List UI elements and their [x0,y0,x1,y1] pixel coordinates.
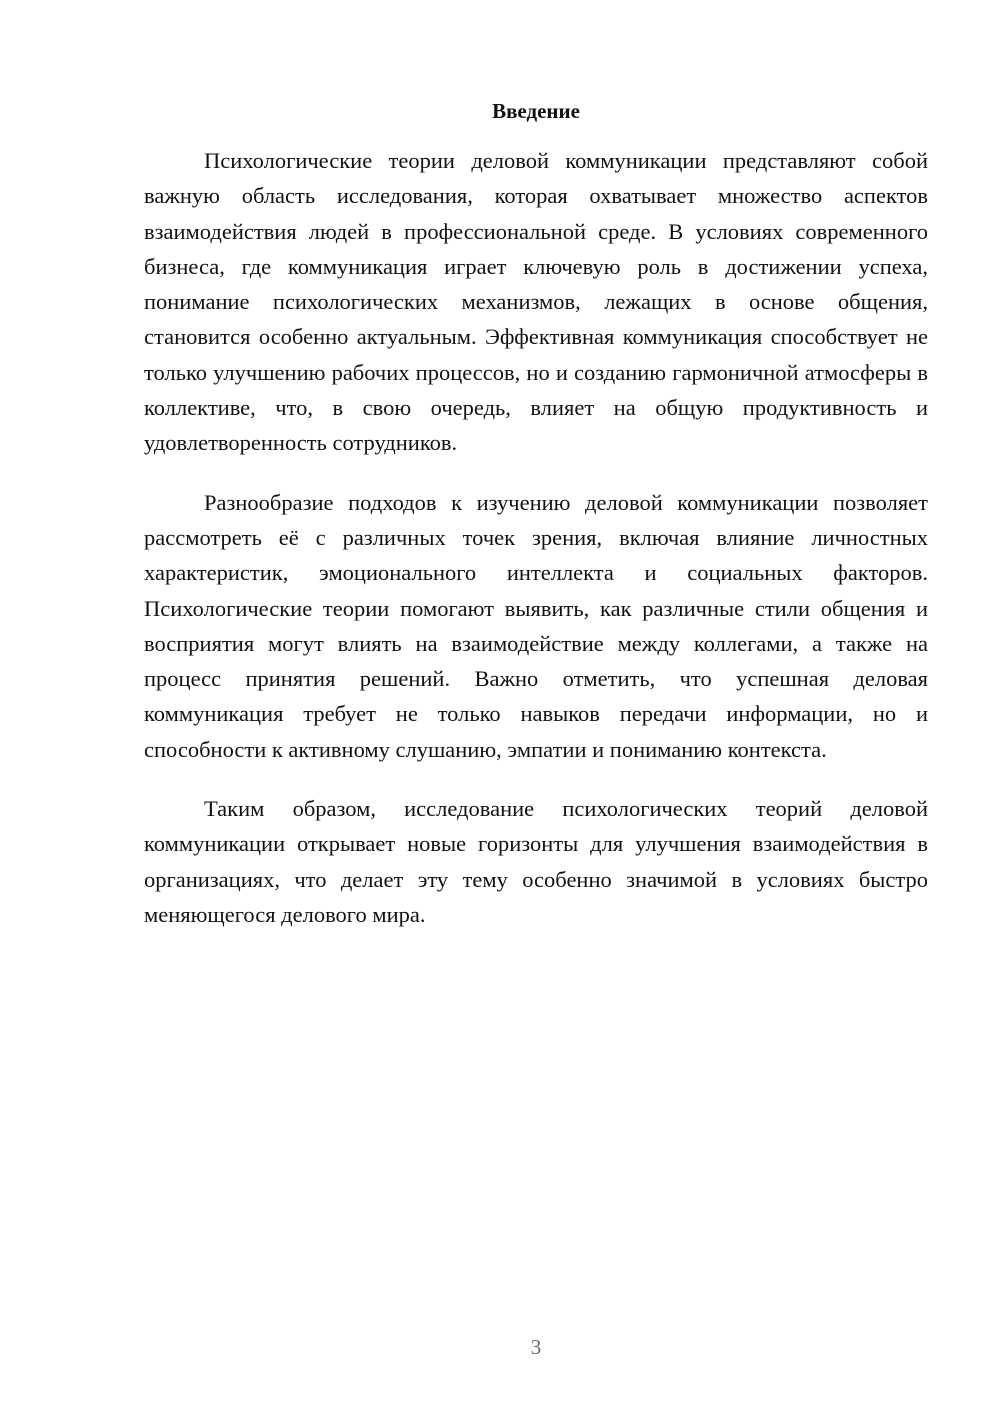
body-text [144,143,928,956]
paragraph-3: Таким образом, исследование психологических теорий деловой коммуникации открывает новые горизонты для улучшения взаимодействия в организациях, что делает эту тему особенно значимой в условиях быстро меняющегося делового мира. [144,796,928,927]
paragraph-2: Разнообразие подходов к изучению деловой коммуникации позволяет рассмотреть её с различных точек зрения, включая влияние личностных характеристик, эмоционального интеллекта и социальных факторов. Психологические теории помогают выявить, как различные стили общения и восприятия могут влиять на взаимодействие между коллегами, а также на процесс принятия решений. Важно отметить, что успешная деловая коммуникация требует не только навыков передачи информации, но и способности к активному слушанию, эмпатии и пониманию контекста. [144,489,928,762]
section-heading: Введение [492,99,580,123]
page-number: 3 [530,1335,542,1359]
paragraph-1: Психологические теории деловой коммуникации представляют собой важную область исследования, которая охватывает множество аспектов взаимодействия людей в профессиональной среде. В условиях современного бизнеса, где коммуникация играет ключевую роль в достижении успеха, понимание психологических механизмов, лежащих в основе общения, становится особенно актуальным. Эффективная коммуникация способствует не только улучшению рабочих процессов, но и созданию гармоничной атмосферы в коллективе, что, в свою очередь, влияет на общую продуктивность и удовлетворенность сотрудников. [144,148,928,456]
